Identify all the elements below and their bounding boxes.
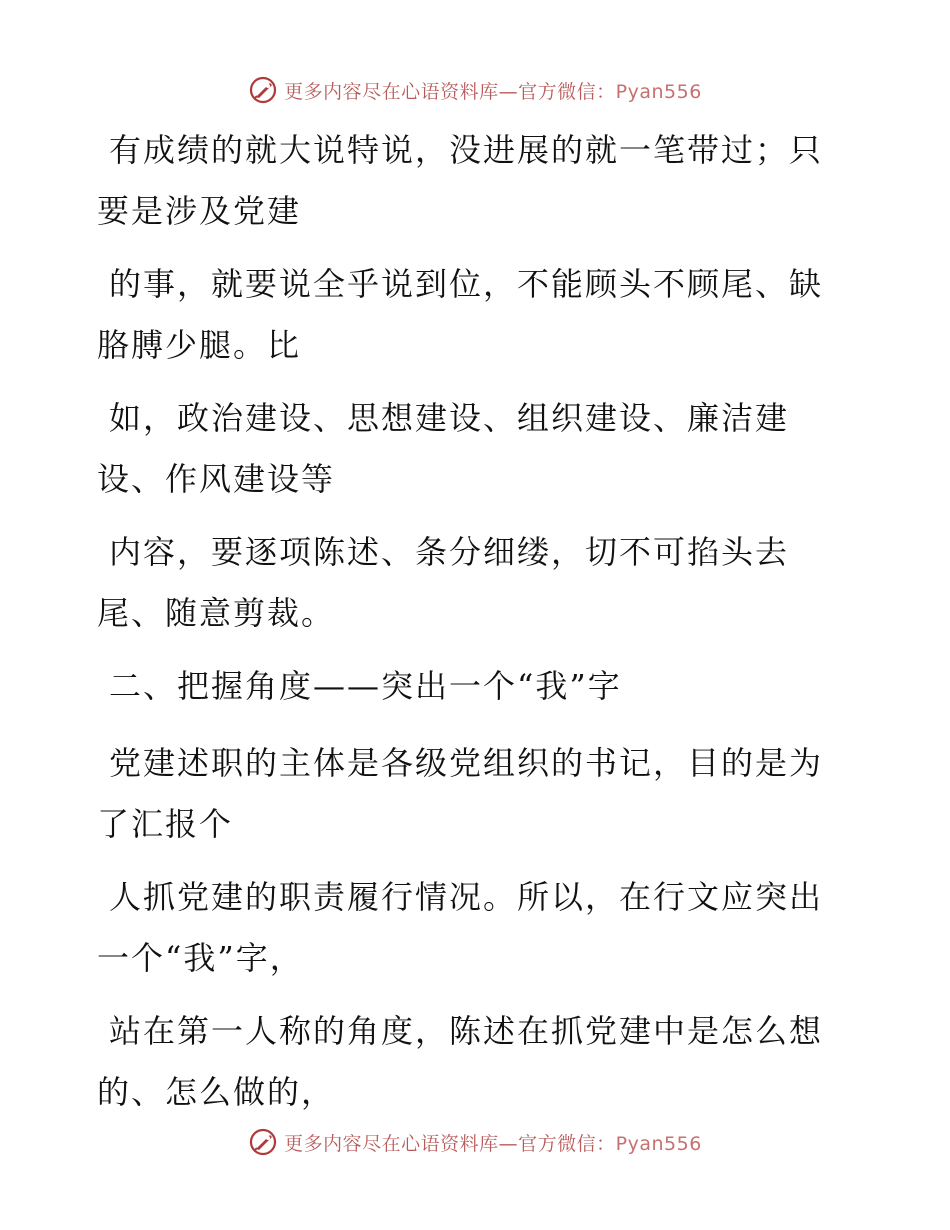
paragraph <box>97 254 837 376</box>
paragraph-line: 了汇报个 <box>97 805 234 843</box>
watermark-wechat-id: Pyan556 <box>615 80 702 103</box>
heading-text: 二、把握角度——突出一个“我”字 <box>109 667 622 705</box>
paragraph-line: 党建述职的主体是各级党组织的书记，目的是为 <box>109 744 824 782</box>
paragraph-line: 的、怎么做的， <box>97 1073 336 1111</box>
paragraph-line: 一个“我”字， <box>97 939 304 977</box>
paragraph-line: 如，政治建设、思想建设、组织建设、廉洁建 <box>109 399 790 437</box>
paragraph-line: 的事，就要说全乎说到位，不能顾头不顾尾、缺 <box>109 265 824 303</box>
paragraph-line: 人抓党建的职责履行情况。所以，在行文应突出 <box>109 878 824 916</box>
paragraph-line: 内容，要逐项陈述、条分细缕，切不可掐头去 <box>109 533 790 571</box>
paragraph <box>97 522 837 644</box>
watermark-label: 更多内容尽在心语资料库—官方微信： <box>284 1132 616 1155</box>
paragraph <box>97 1001 837 1123</box>
quill-pen-logo-icon <box>248 75 278 105</box>
section-heading <box>97 656 837 717</box>
paragraph-line: 有成绩的就大说特说，没进展的就一笔带过；只 <box>109 131 824 169</box>
paragraph <box>97 120 837 242</box>
footer-watermark <box>0 1122 950 1162</box>
watermark-wechat-id: Pyan556 <box>615 1132 702 1155</box>
document-body <box>97 120 837 1135</box>
paragraph-line: 要是涉及党建 <box>97 192 302 230</box>
paragraph <box>97 388 837 510</box>
watermark-label: 更多内容尽在心语资料库—官方微信： <box>284 80 616 103</box>
paragraph-line: 尾、随意剪裁。 <box>97 594 336 632</box>
paragraph-line: 设、作风建设等 <box>97 460 336 498</box>
paragraph <box>97 867 837 989</box>
quill-pen-logo-icon <box>248 1127 278 1157</box>
header-watermark <box>0 70 950 110</box>
watermark-text <box>284 1129 702 1156</box>
paragraph <box>97 733 837 855</box>
paragraph-line: 胳膊少腿。比 <box>97 326 302 364</box>
paragraph-line: 站在第一人称的角度，陈述在抓党建中是怎么想 <box>109 1012 824 1050</box>
watermark-text <box>284 77 702 104</box>
